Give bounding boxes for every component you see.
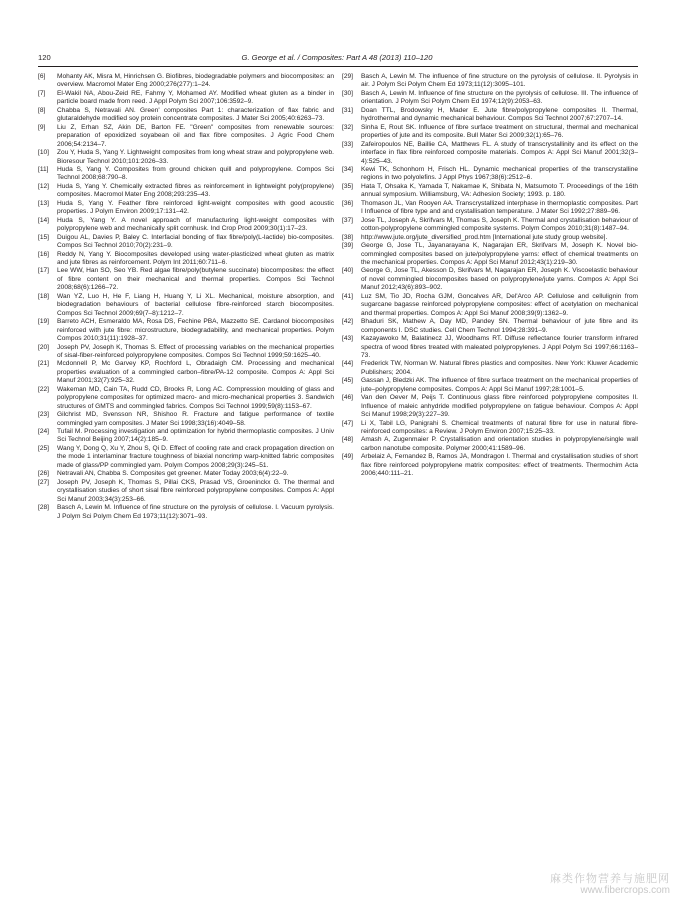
reference-item <box>38 344 334 361</box>
watermark-title: 麻类作物营养与施肥网 <box>550 873 670 885</box>
reference-text: Gassan J, Bledzki AK. The influence of fibre surface treatment on the mechanical properties of jute–polypropylene composites. Compos A: Appl Sci Manuf 1997;28:1001–5. <box>361 377 638 393</box>
reference-item <box>342 420 638 437</box>
reference-number: [26] <box>38 470 49 478</box>
reference-text: Lee WW, Han SO, Seo YB. Red algae fibre/poly(butylene succinate) biocomposites: the effect of fibre content on their mechanical and thermal properties. Compos Sci Technol 2008;68(6):1266–72. <box>57 267 334 292</box>
reference-text: Netravali AN, Chabba S. Composites get greener. Mater Today 2003;6(4):22–9. <box>57 470 289 478</box>
reference-item <box>38 73 334 90</box>
watermark <box>550 873 670 897</box>
reference-number: [8] <box>38 106 46 114</box>
reference-text: Doan TTL, Brodowsky H, Mader E. Jute fibre/polypropylene composites II. Thermal, hydrothermal and dynamic mechanical behaviour. Compos Sci Technol 2007;67:2707–14. <box>361 106 638 123</box>
reference-text: Basch A, Lewin M. Influence of fine structure on the pyrolysis of cellulose. III. The influence of orientation. J Polym Sci Polym Chem Ed 1974;12(9):2053–63. <box>361 89 638 106</box>
reference-item <box>38 318 334 343</box>
reference-number: [47] <box>342 419 353 427</box>
reference-text: Frederick TW, Norman W. Natural fibres plastics and composites. New York: Kluwer Academic Publishers; 2004. <box>361 360 638 376</box>
reference-number: [9] <box>38 123 46 131</box>
reference-number: [49] <box>342 453 353 461</box>
references-column-right <box>342 73 638 479</box>
reference-item <box>38 90 334 107</box>
reference-number: [12] <box>38 182 49 190</box>
reference-number: [14] <box>38 216 49 224</box>
running-header <box>38 52 636 64</box>
reference-text: Bhaduri SK, Mathew A, Day MD, Pandey SN. Thermal behaviour of jute fibre and its components I. DSC studies. Cell Chem Technol 1994;28:391–9. <box>361 318 638 334</box>
reference-text: Chabba S, Netravali AN. Green' composites Part 1: characterization of flax fabric and glutaraldehyde modified soy protein concentrate composites. J Mater Sci 2005;40:6263–73. <box>57 106 334 123</box>
reference-item <box>342 200 638 217</box>
reference-number: [24] <box>38 428 49 436</box>
reference-text: Basch A, Lewin M. The influence of fine structure on the pyrolysis of cellulose. II. Pyrolysis in air. J Polym Sci Polym Chem Ed 1973;11(12):3095–101. <box>361 73 638 89</box>
reference-number: [17] <box>38 267 49 275</box>
reference-text: Jose TL, Joseph A, Skrifvars M, Thomas S, Joseph K. Thermal and crystallisation behaviour of cotton-polypropylene commingled composite systems. Polym Compos 2010;31(8):1487–94. <box>361 216 638 233</box>
reference-number: [27] <box>38 478 49 486</box>
reference-item <box>38 234 334 251</box>
reference-item <box>38 267 334 292</box>
reference-text: George G, Jose TL, Akesson D, Skrifvars M, Nagarajan ER, Joseph K. Viscoelastic behaviour of novel commingled biocomposites based on polypropylene/jute yarns. Compos A: Appl Sci Manuf 2012;43(6):893–902. <box>361 267 638 292</box>
reference-item <box>38 504 334 521</box>
reference-number: [45] <box>342 377 353 385</box>
reference-text: Luz SM, Tio JD, Rocha GJM, Goncalves AR, Del'Arco AP. Cellulose and cellulignin from sugarcane bagasse reinforced polypropylene composites: effect of acetylation on mechanical and thermal properties. Compos A: Appl Sci Manuf 2008;39(9):1362–9. <box>361 292 638 317</box>
reference-number: [37] <box>342 216 353 224</box>
reference-item <box>38 124 334 149</box>
references-column-left <box>38 73 334 521</box>
reference-number: [29] <box>342 73 353 80</box>
reference-number: [33] <box>342 140 353 148</box>
reference-item <box>342 234 638 242</box>
reference-item <box>38 470 334 478</box>
reference-number: [48] <box>342 436 353 444</box>
reference-number: [20] <box>38 343 49 351</box>
reference-number: [11] <box>38 165 49 173</box>
reference-text: Amash A, Zugenmaier P. Crystallisation and orientation studies in polypropylene/single wall carbon nanotube composite. Polymer 2000;41:1589–96. <box>361 436 638 452</box>
reference-text: Zou Y, Huda S, Yang Y. Lightweight composites from long wheat straw and polypropylene web. Bioresour Technol 2010;101:2026–33. <box>57 149 334 165</box>
reference-text: Liu Z, Erhan SZ, Akin DE, Barton FE. "Green" composites from renewable sources: preparation of epoxidized soyabean oil and flax fibre composites. J Agric Food Chem 2006;54:2134–7. <box>57 123 334 148</box>
reference-number: [32] <box>342 123 353 131</box>
reference-number: [19] <box>38 318 49 326</box>
reference-item <box>38 428 334 445</box>
reference-text: Sinha E, Rout SK. Influence of fibre surface treatment on structural, thermal and mechanical properties of jute and its composite. Bull Mater Sci 2009;32(1):65–76. <box>361 123 638 140</box>
reference-number: [35] <box>342 182 353 190</box>
reference-text: Wang Y, Dong Q, Xu Y, Zhou S, Qi D. Effect of cooling rate and crack propagation direction on the mode 1 interlaminar fracture toughness of biaxial noncrimp warp-knitted fabric composites made of glass/PP commingled yarn. Polym Compos 2008;29(3):245–51. <box>57 444 334 469</box>
reference-item <box>342 267 638 292</box>
reference-item <box>342 436 638 453</box>
reference-item <box>342 124 638 141</box>
reference-item <box>342 183 638 200</box>
reference-text: http://www.jute.org/jute_diversified_prod.htm [International jute study group website]. <box>361 233 608 241</box>
reference-number: [43] <box>342 335 353 343</box>
reference-text: Huda S, Yang Y. Chemically extracted fibres as reinforcement in lightweight poly(propylene) composites. Macromol Mater Eng 2008;293:235–43. <box>57 182 334 199</box>
watermark-url: www.fibercrops.com <box>580 885 670 896</box>
page-number: 120 <box>38 53 51 62</box>
reference-number: [16] <box>38 250 49 258</box>
reference-text: George G, Jose TL, Jayanarayana K, Nagarajan ER, Skrifvars M, Joseph K. Novel bio-commingled composites based on jute/polypropylene yarns: effect of chemical treatments on the mechanical properties. Compos A: Appl Sci Manuf 2012;43(1):219–30. <box>361 242 638 266</box>
reference-number: [41] <box>342 292 353 300</box>
reference-text: Mohanty AK, Misra M, Hinrichsen G. Biofibres, biodegradable polymers and biocomposites: an overview. Macromol Mater Eng 2000;276(277):1–24. <box>57 73 334 89</box>
reference-number: [44] <box>342 360 353 368</box>
reference-item <box>38 411 334 428</box>
reference-item <box>342 141 638 166</box>
reference-item <box>38 149 334 166</box>
reference-number: [46] <box>342 394 353 402</box>
reference-text: El-Wakil NA, Abou-Zeid RE, Fahmy Y, Mohamed AY. Modified wheat gluten as a binder in particle board made from reed. J Appl Polym Sci 2007;106:3592–9. <box>57 89 334 106</box>
reference-text: Wakeman MD, Cain TA, Rudd CD, Brooks R, Long AC. Compression moulding of glass and polypropylene composites for optimized macro- and micro-mechanical properties 3. Sandwich structures of GMTS and commingled fabrics. Compos Sci Technol 1999;59(8):1153–67. <box>57 385 334 410</box>
reference-item <box>342 318 638 335</box>
reference-number: [39] <box>342 242 353 250</box>
reference-number: [31] <box>342 106 353 114</box>
reference-text: Huda S, Yang Y. Composites from ground chicken quill and polypropylene. Compos Sci Technol 2008;68:790–8. <box>57 165 334 182</box>
reference-item <box>38 360 334 385</box>
reference-item <box>342 242 638 267</box>
reference-item <box>38 183 334 200</box>
reference-text: Kazayawoko M, Balatinecz JJ, Woodhams RT. Diffuse reflectance fourier transform infrared spectra of wood fibres treated with maleated polypropylenes. J Appl Polym Sci 1997;66:1163–73. <box>361 335 638 359</box>
reference-text: Arbelaiz A, Fernandez B, Ramos JA, Mondragon I. Thermal and crystallisation studies of short flax fibre reinforced polypropylene matrix composites: effect of treatments. Thermochim Acta 2006;440:111–21. <box>361 453 638 478</box>
reference-item <box>342 166 638 183</box>
reference-item <box>38 293 334 318</box>
reference-text: Joseph PV, Joseph K, Thomas S, Pillai CKS, Prasad VS, Groeninckx G. The thermal and crystallisation studies of short sisal fibre reinforced polypropylene composites. Compos A: Appl Sci Manuf 2003;34(3):253–66. <box>57 478 334 503</box>
reference-text: Basch A, Lewin M. Influence of fine structure on the pyrolysis of cellulose. I. Vacuum pyrolysis. J Polym Sci Polym Chem Ed 1973;11(12):3071–93. <box>57 504 334 520</box>
reference-item <box>38 251 334 268</box>
reference-item <box>38 386 334 411</box>
reference-text: Hata T, Ohsaka K, Yamada T, Nakamae K, Shibata N, Matsumoto T. Proceedings of the 16th annual symposium. Williamsburg, VA: Adhesion Society; 1993. p. 180. <box>361 182 638 199</box>
reference-number: [25] <box>38 444 49 452</box>
reference-item <box>38 217 334 234</box>
reference-number: [28] <box>38 504 49 512</box>
reference-item <box>342 360 638 377</box>
running-title: G. George et al. / Composites: Part A 48 (2013) 110–120 <box>241 53 433 62</box>
reference-text: Duigou AL, Davies P, Baley C. Interfacial bonding of flax fibre/poly(L-lactide) bio-composites. Compos Sci Technol 2010;70(2):231–9. <box>57 233 334 250</box>
reference-text: Zafeiropoulos NE, Baillie CA, Matthews FL. A study of transcrystallinity and its effect on the interface in flax fibre reinforced composite materials. Compos A: Appl Sci Manuf 2001;32(3–4):525–43. <box>361 140 638 165</box>
reference-text: Barreto ACH, Esmeraldo MA, Rosa DS, Fechine PBA, Mazzetto SE. Cardanol biocomposites reinforced with jute fibre: microstructure, biodegradability, and mechanical properties. Polym Compos 2010;31(11):1928–37. <box>57 318 334 343</box>
reference-number: [13] <box>38 199 49 207</box>
reference-number: [22] <box>38 385 49 393</box>
reference-number: [18] <box>38 292 49 300</box>
reference-text: Joseph PV, Joseph K, Thomas S. Effect of processing variables on the mechanical properties of sisal-fiber-reinforced polypropylene composites. Compos Sci Technol 1999;59:1625–40. <box>57 343 334 359</box>
header-divider <box>38 66 638 67</box>
reference-text: Li X, Tabil LG, Panigrahi S. Chemical treatments of natural fibre for use in natural fibre-reinforced composites: a Review. J Polym Environ 2007;15:25–33. <box>361 419 638 436</box>
reference-number: [34] <box>342 165 353 173</box>
reference-text: Mcdonnell P, Mc Garvey KP, Rochford L, Obradaigh CM. Processing and mechanical properties evaluation of a commingled carbon–fibre/PA-12 composite. Compos A: Appl Sci Manuf 2001;32(7):925–32. <box>57 360 334 385</box>
reference-text: Huda S, Yang Y. Feather fibre reinforced light-weight composites with good acoustic properties. J Polym Environ 2009;17:131–42. <box>57 199 334 216</box>
reference-number: [42] <box>342 318 353 326</box>
reference-text: Huda S, Yang Y. A novel approach of manufacturing light-weight composites with polypropylene web and mechanically split cornhusk. Ind Crop Prod 2009;30(1):17–23. <box>57 216 334 233</box>
reference-item <box>342 73 638 90</box>
reference-item <box>38 107 334 124</box>
reference-item <box>38 166 334 183</box>
reference-text: Wan YZ, Luo H, He F, Liang H, Huang Y, Li XL. Mechanical, moisture absorption, and biodegradation behaviours of bacterial cellulose fibre-reinforced starch biocomposites. Compos Sci Technol 2009;69(7–8):1212–7. <box>57 292 334 317</box>
reference-item <box>342 394 638 419</box>
reference-item <box>342 107 638 124</box>
reference-text: Reddy N, Yang Y. Biocomposites developed using water-plasticized wheat gluten as matrix and jute fibres as reinforcement. Polym Int 2011;60:711–6. <box>57 250 334 266</box>
reference-number: [36] <box>342 199 353 207</box>
reference-number: [21] <box>38 360 49 368</box>
reference-number: [10] <box>38 149 49 157</box>
reference-item <box>342 377 638 394</box>
reference-text: Tufail M. Processing investigation and optimization for hybrid thermoplastic composites. J Univ Sci Technol Beijing 2007;14(2):185–9. <box>57 428 334 444</box>
reference-number: [40] <box>342 267 353 275</box>
reference-text: Gilchrist MD, Svensson NR, Shishoo R. Fracture and fatigue performance of textile commingled yarn composites. J Mater Sci 1998;33(16):4049–58. <box>57 411 334 427</box>
reference-text: Kewi TK, Schonhorn H, Frisch HL. Dynamic mechanical properties of the transcrystalline regions in two polyolefins. J Appl Phys 1967;38(6):2512–6. <box>361 165 638 182</box>
reference-text: Van den Oever M, Peijs T. Continuous glass fibre reinforced polypropylene composites II. Influence of maleic anhydride modified polypropylene on fatigue behaviour. Compos A: Appl Sci Manuf 1998;29(3):227–39. <box>361 394 638 419</box>
reference-number: [30] <box>342 89 353 97</box>
reference-item <box>342 335 638 360</box>
reference-text: Thomason JL, Van Rooyen AA. Transcrystallized interphase in thermoplastic composites. Part I Influence of fibre type and and crystallisation temperature. J Mater Sci 1992;27:889–96. <box>361 199 638 216</box>
reference-number: [38] <box>342 233 353 241</box>
reference-item <box>38 479 334 504</box>
reference-number: [23] <box>38 411 49 419</box>
reference-number: [6] <box>38 73 46 80</box>
reference-item <box>342 217 638 234</box>
reference-item <box>38 445 334 470</box>
reference-number: [15] <box>38 233 49 241</box>
reference-item <box>342 90 638 107</box>
reference-item <box>342 453 638 478</box>
reference-item <box>342 293 638 318</box>
reference-item <box>38 200 334 217</box>
reference-number: [7] <box>38 89 46 97</box>
